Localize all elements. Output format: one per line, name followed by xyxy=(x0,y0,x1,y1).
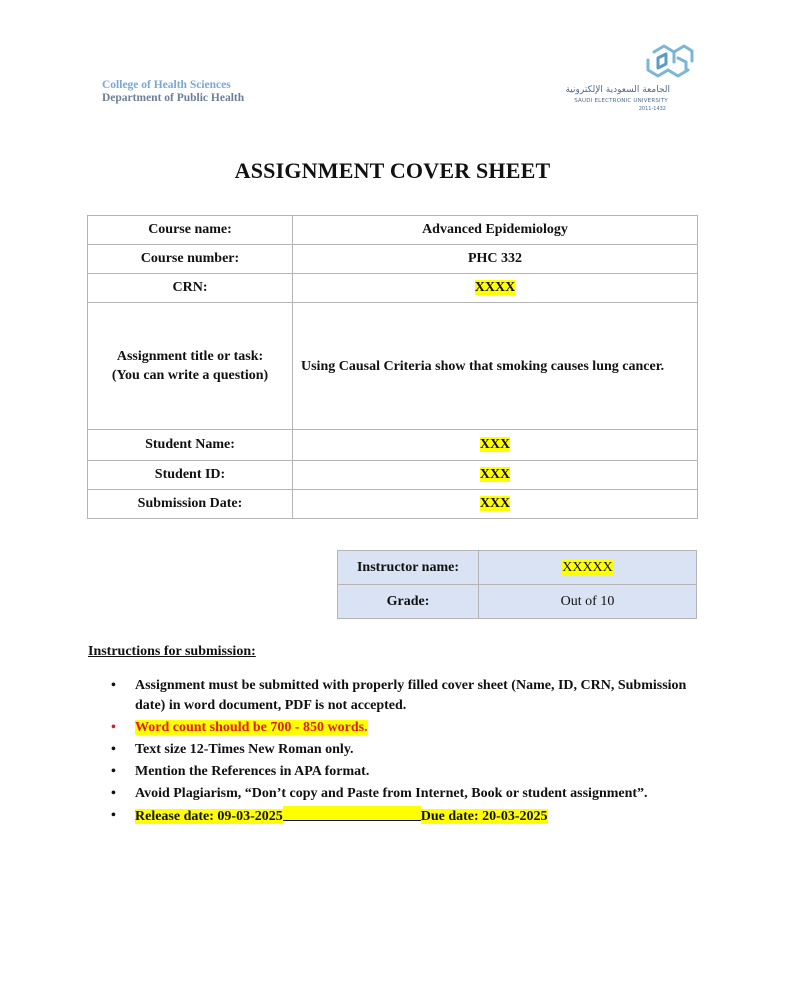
assignment-label-line-2: (You can write a question) xyxy=(111,368,269,383)
student-id-cell xyxy=(293,461,698,490)
page-title: ASSIGNMENT COVER SHEET xyxy=(234,158,551,183)
assignment-info-table xyxy=(87,215,698,519)
list-item xyxy=(105,676,695,716)
list-item xyxy=(105,740,695,760)
assignment-title-value: Using Causal Criteria show that smoking causes lung cancer. xyxy=(293,303,698,430)
university-logo xyxy=(540,42,700,117)
logo-years-text: 2011-1432 xyxy=(638,106,666,112)
instructor-name-label: Instructor name: xyxy=(338,551,479,585)
grade-value: Out of 10 xyxy=(479,585,697,619)
grade-label: Grade: xyxy=(338,585,479,619)
student-id-value: XXX xyxy=(479,467,511,482)
student-name-cell xyxy=(293,430,698,461)
due-date-text: Due date: 20-03-2025 xyxy=(420,809,548,824)
crn-label: CRN: xyxy=(88,274,293,303)
assignment-title-label xyxy=(88,303,293,430)
student-name-label: Student Name: xyxy=(88,430,293,461)
instructions-heading: Instructions for submission: xyxy=(88,644,256,659)
instruction-text: Assignment must be submitted with properly filled cover sheet (Name, ID, CRN, Submission date) in word document, PDF is not accepted. xyxy=(135,678,687,713)
table-row xyxy=(88,461,698,490)
instruction-text: Mention the References in APA format. xyxy=(135,764,370,779)
department-name: Department of Public Health xyxy=(102,92,245,104)
logo-arabic-text: الجامعة السعودية الإلكترونية xyxy=(565,85,670,95)
table-row xyxy=(88,490,698,519)
faculty-header xyxy=(102,79,244,105)
instructor-name-cell xyxy=(479,551,697,585)
course-name-label: Course name: xyxy=(88,216,293,245)
date-separator-line xyxy=(283,806,421,821)
table-row xyxy=(88,303,698,430)
submission-date-value: XXX xyxy=(479,496,511,511)
table-row xyxy=(88,274,698,303)
instruction-text: Avoid Plagiarism, “Don’t copy and Paste from Internet, Book or student assignment”. xyxy=(135,786,648,801)
instruction-text: Text size 12-Times New Roman only. xyxy=(135,742,354,757)
logo-english-text: SAUDI ELECTRONIC UNIVERSITY xyxy=(574,98,668,104)
course-name-value: Advanced Epidemiology xyxy=(293,216,698,245)
instructions-list xyxy=(105,676,695,829)
list-item xyxy=(105,784,695,804)
seu-logo-icon xyxy=(640,42,698,84)
student-id-label: Student ID: xyxy=(88,461,293,490)
list-item-dates xyxy=(105,806,695,827)
instructor-name-value: XXXXX xyxy=(562,559,613,575)
release-date-text: Release date: 09-03-2025 xyxy=(135,809,283,824)
crn-value: XXXX xyxy=(474,280,516,295)
table-row xyxy=(338,585,697,619)
course-number-label: Course number: xyxy=(88,245,293,274)
college-name: College of Health Sciences xyxy=(102,79,231,91)
submission-date-label: Submission Date: xyxy=(88,490,293,519)
list-item-word-count xyxy=(105,718,695,738)
table-row xyxy=(88,245,698,274)
table-row xyxy=(88,216,698,245)
word-count-text: Word count should be 700 - 850 words. xyxy=(135,720,368,735)
list-item xyxy=(105,762,695,782)
submission-date-cell xyxy=(293,490,698,519)
student-name-value: XXX xyxy=(479,437,511,452)
course-number-value: PHC 332 xyxy=(293,245,698,274)
assignment-label-line-1: Assignment title or task: xyxy=(116,349,264,364)
instructor-table xyxy=(337,550,697,619)
crn-cell xyxy=(293,274,698,303)
table-row xyxy=(338,551,697,585)
table-row xyxy=(88,430,698,461)
